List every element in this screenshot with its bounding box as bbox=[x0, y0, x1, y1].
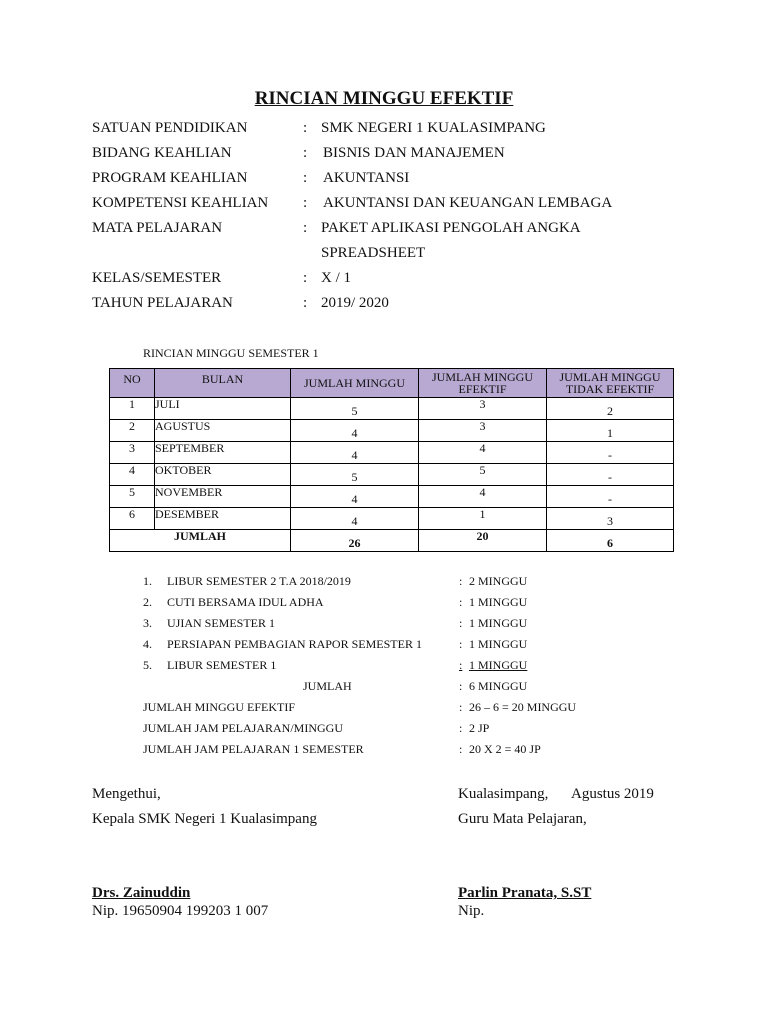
document-title: RINCIAN MINGGU EFEKTIF bbox=[254, 88, 514, 109]
cell-tidak-efektif: 1 bbox=[547, 420, 674, 442]
info-colon: : bbox=[303, 295, 308, 311]
header-minggu-tidak-efektif: JUMLAH MINGGU TIDAK EFEKTIF bbox=[547, 369, 674, 398]
info-label: MATA PELAJARAN bbox=[92, 220, 223, 236]
cell-efektif: 1 bbox=[419, 508, 547, 530]
info-value: AKUNTANSI bbox=[323, 170, 410, 186]
info-value: PAKET APLIKASI PENGOLAH ANGKA bbox=[321, 220, 581, 236]
cell-bulan: OKTOBER bbox=[155, 464, 291, 486]
cell-jumlah: 4 bbox=[291, 420, 419, 442]
info-colon: : bbox=[303, 120, 308, 136]
cell-jumlah: 4 bbox=[291, 442, 419, 464]
info-row-bidang-keahlian bbox=[92, 143, 692, 168]
info-row-kelas-semester bbox=[92, 268, 692, 293]
cell-no: 1 bbox=[110, 398, 155, 420]
list-total: JUMLAH : 6 MINGGU bbox=[303, 679, 528, 693]
cell-tidak-efektif: 2 bbox=[547, 398, 674, 420]
info-row-mata-pelajaran bbox=[92, 218, 692, 268]
cell-bulan: AGUSTUS bbox=[155, 420, 291, 442]
cell-bulan: DESEMBER bbox=[155, 508, 291, 530]
info-colon: : bbox=[303, 195, 308, 211]
info-row-program-keahlian bbox=[92, 168, 692, 193]
signature-right-nip: Nip. bbox=[458, 903, 485, 919]
total-jumlah: 26 bbox=[291, 530, 419, 552]
info-colon: : bbox=[303, 270, 308, 286]
weeks-table bbox=[109, 368, 674, 552]
list-item: 5. LIBUR SEMESTER 1 : 1 MINGGU bbox=[143, 658, 528, 672]
signature-left-nip: Nip. 19650904 199203 1 007 bbox=[92, 903, 269, 919]
cell-efektif: 4 bbox=[419, 442, 547, 464]
info-row-tahun-pelajaran bbox=[92, 293, 692, 318]
table-row bbox=[110, 464, 674, 486]
table-row bbox=[110, 398, 674, 420]
cell-tidak-efektif: - bbox=[547, 442, 674, 464]
cell-jumlah: 5 bbox=[291, 464, 419, 486]
info-label: PROGRAM KEAHLIAN bbox=[92, 170, 248, 186]
cell-jumlah: 4 bbox=[291, 508, 419, 530]
summary-jam-per-minggu: JUMLAH JAM PELAJARAN/MINGGU : 2 JP bbox=[143, 721, 490, 735]
cell-efektif: 3 bbox=[419, 420, 547, 442]
cell-bulan: NOVEMBER bbox=[155, 486, 291, 508]
cell-efektif: 5 bbox=[419, 464, 547, 486]
cell-no: 3 bbox=[110, 442, 155, 464]
signature-left-greeting: Mengethui, bbox=[92, 786, 161, 802]
identity-block bbox=[92, 118, 692, 318]
list-item: 3. UJIAN SEMESTER 1 : 1 MINGGU bbox=[143, 616, 528, 630]
info-label: TAHUN PELAJARAN bbox=[92, 295, 233, 311]
info-colon: : bbox=[303, 145, 308, 161]
list-item: 2. CUTI BERSAMA IDUL ADHA : 1 MINGGU bbox=[143, 595, 528, 609]
cell-bulan: SEPTEMBER bbox=[155, 442, 291, 464]
cell-no: 5 bbox=[110, 486, 155, 508]
signature-right-name: Parlin Pranata, S.ST bbox=[458, 885, 592, 901]
info-label: KOMPETENSI KEAHLIAN bbox=[92, 195, 269, 211]
cell-no: 6 bbox=[110, 508, 155, 530]
total-efektif: 20 bbox=[419, 530, 547, 552]
signature-left-role: Kepala SMK Negeri 1 Kualasimpang bbox=[92, 811, 317, 827]
list-item: 1. LIBUR SEMESTER 2 T.A 2018/2019 : 2 MINGGU bbox=[143, 574, 528, 588]
signature-right-date: Agustus 2019 bbox=[571, 786, 654, 802]
non-effective-list bbox=[143, 572, 603, 761]
cell-tidak-efektif: - bbox=[547, 464, 674, 486]
info-row-satuan-pendidikan bbox=[92, 118, 692, 143]
cell-tidak-efektif: - bbox=[547, 486, 674, 508]
header-jumlah-minggu: JUMLAH MINGGU bbox=[291, 369, 419, 398]
cell-efektif: 3 bbox=[419, 398, 547, 420]
info-row-kompetensi-keahlian bbox=[92, 193, 692, 218]
info-label: BIDANG KEAHLIAN bbox=[92, 145, 232, 161]
cell-efektif: 4 bbox=[419, 486, 547, 508]
table-total-row bbox=[110, 530, 674, 552]
info-value-continued: SPREADSHEET bbox=[321, 245, 426, 261]
table-subtitle: RINCIAN MINGGU SEMESTER 1 bbox=[143, 346, 319, 360]
info-value: SMK NEGERI 1 KUALASIMPANG bbox=[321, 120, 546, 136]
total-tidak-efektif: 6 bbox=[547, 530, 674, 552]
cell-jumlah: 5 bbox=[291, 398, 419, 420]
header-no: NO bbox=[110, 369, 155, 398]
info-value: 2019/ 2020 bbox=[321, 295, 389, 311]
table-row bbox=[110, 420, 674, 442]
info-label: SATUAN PENDIDIKAN bbox=[92, 120, 248, 136]
cell-no: 2 bbox=[110, 420, 155, 442]
signature-right-place: Kualasimpang, bbox=[458, 786, 549, 802]
summary-jam-semester: JUMLAH JAM PELAJARAN 1 SEMESTER : 20 X 2 = 40 JP bbox=[143, 742, 541, 756]
cell-tidak-efektif: 3 bbox=[547, 508, 674, 530]
cell-bulan: JULI bbox=[155, 398, 291, 420]
info-value: X / 1 bbox=[321, 270, 351, 286]
signature-right-role: Guru Mata Pelajaran, bbox=[458, 811, 587, 827]
table-row bbox=[110, 508, 674, 530]
cell-jumlah: 4 bbox=[291, 486, 419, 508]
info-label: KELAS/SEMESTER bbox=[92, 270, 222, 286]
info-colon: : bbox=[303, 170, 308, 186]
total-label: JUMLAH bbox=[110, 530, 291, 552]
signature-left-name: Drs. Zainuddin bbox=[92, 885, 191, 901]
info-value: BISNIS DAN MANAJEMEN bbox=[323, 145, 505, 161]
table-row bbox=[110, 486, 674, 508]
list-item: 4. PERSIAPAN PEMBAGIAN RAPOR SEMESTER 1 : 1 MINGGU bbox=[143, 637, 528, 651]
info-value: AKUNTANSI DAN KEUANGAN LEMBAGA bbox=[323, 195, 613, 211]
table-header-row bbox=[110, 369, 674, 398]
header-bulan: BULAN bbox=[155, 369, 291, 398]
cell-no: 4 bbox=[110, 464, 155, 486]
summary-minggu-efektif: JUMLAH MINGGU EFEKTIF : 26 – 6 = 20 MINGGU bbox=[143, 700, 577, 714]
info-colon: : bbox=[303, 220, 308, 236]
table-row bbox=[110, 442, 674, 464]
header-minggu-efektif: JUMLAH MINGGU EFEKTIF bbox=[419, 369, 547, 398]
